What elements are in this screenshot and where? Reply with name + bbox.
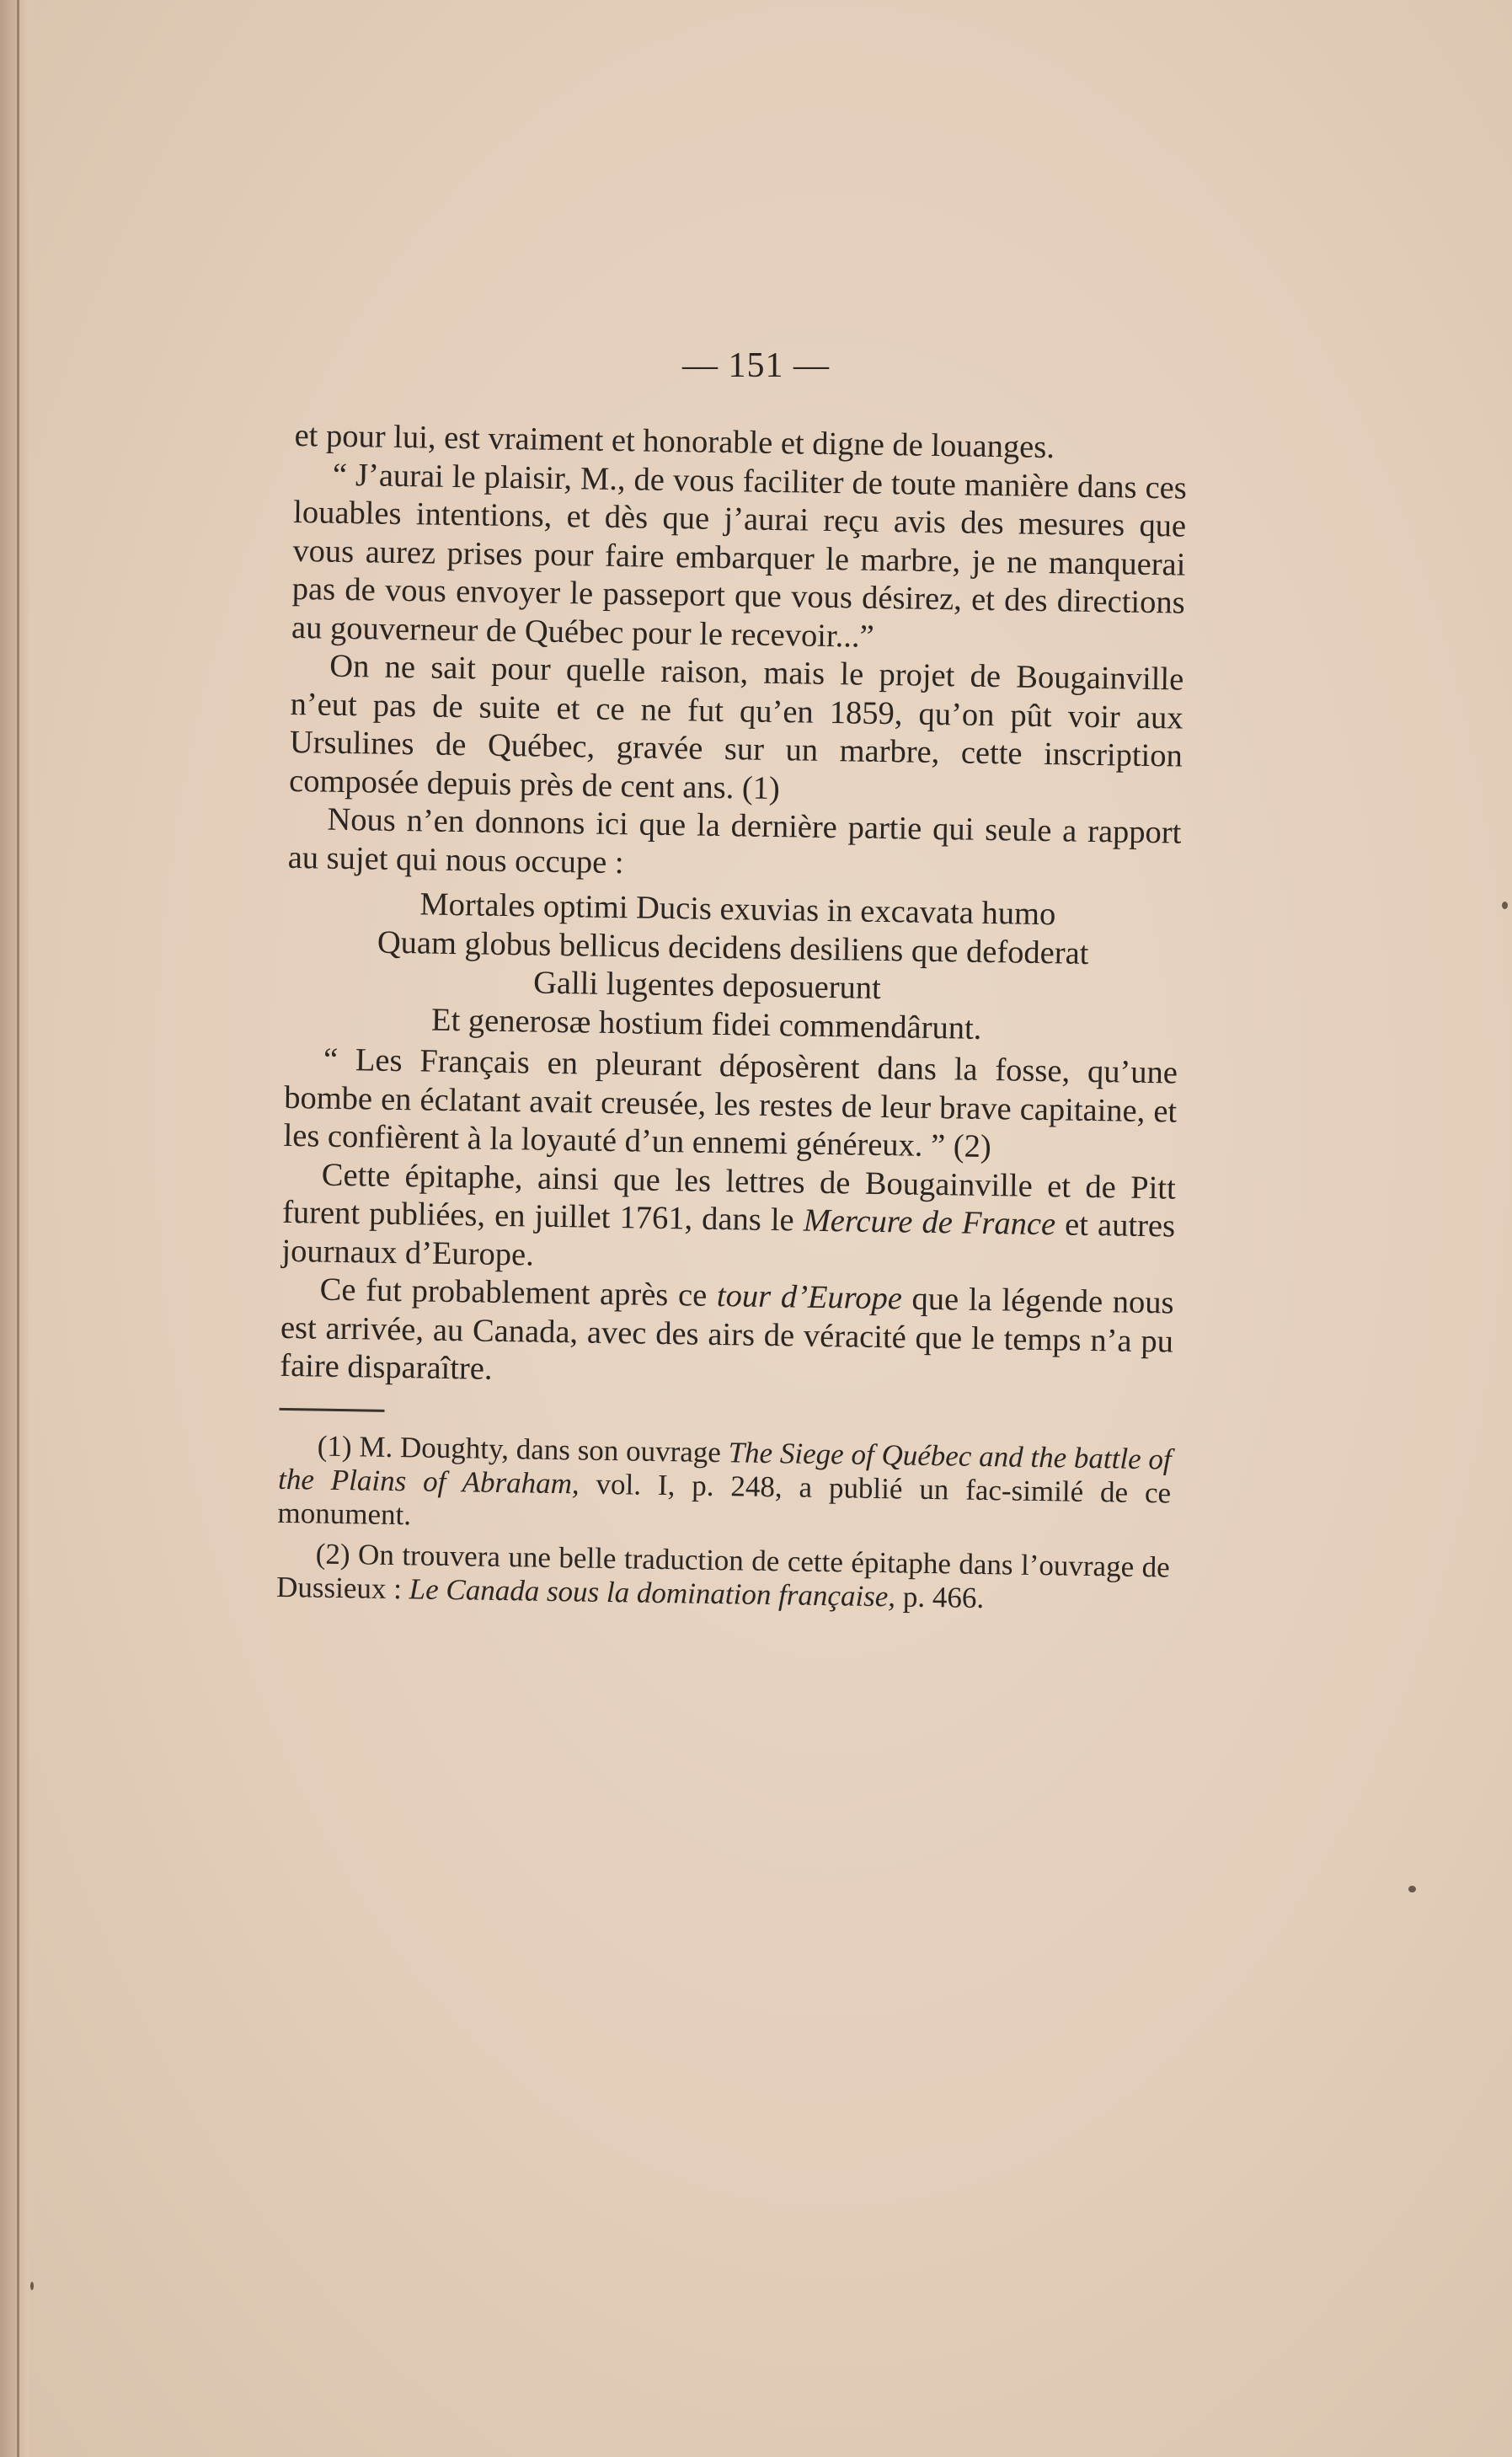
page-number: — 151 — bbox=[682, 346, 830, 385]
journal-title: Mercure de France bbox=[803, 1202, 1056, 1243]
paragraph bbox=[281, 1155, 1176, 1284]
main-text bbox=[276, 417, 1188, 1625]
text-run: et autres journaux d’Europe. bbox=[281, 1207, 1176, 1273]
epitaph-line: Galli lugentes deposuerunt bbox=[532, 965, 882, 1007]
latin-epitaph bbox=[285, 884, 1180, 1052]
text-run: Ce fut probablement après ce bbox=[319, 1271, 718, 1314]
italic-phrase: tour d’Europe bbox=[716, 1278, 903, 1317]
paragraph: Nous n’en donnons ici que la dernière partie qui seule a rapport au sujet qui nous occupe : bbox=[287, 801, 1182, 881]
text-run: (2) On trouvera une belle traduction de cette épitaphe dans l’ouvrage de Dussieux : bbox=[275, 1537, 1171, 1605]
paragraph bbox=[280, 1271, 1174, 1400]
footnote-rule bbox=[279, 1407, 384, 1411]
book-title: Le Canada sous la domination française, bbox=[409, 1571, 896, 1613]
footnote-2 bbox=[276, 1536, 1170, 1618]
paragraph: et pour lui, est vraiment et honorable et digne de louanges. bbox=[294, 417, 1055, 466]
epitaph-line: Quam globus bellicus decidens desiliens que defoderat bbox=[377, 924, 1089, 972]
ink-speck bbox=[1408, 1886, 1416, 1892]
footnotes bbox=[276, 1428, 1172, 1618]
book-title: The Siege of Québec and the battle of the Plains of Abraham, bbox=[277, 1435, 1173, 1500]
text-run: (1) M. Doughty, dans son ouvrage bbox=[317, 1429, 729, 1469]
ink-speck bbox=[1502, 902, 1508, 909]
ink-speck bbox=[30, 2282, 34, 2290]
paragraph: On ne sait pour quelle raison, mais le projet de Bougainville n’eut pas de suite et ce ne fut qu’en 1859, qu’on pût voir aux Ursulines de Québec, gravée sur un marbre, cette inscription composée depuis près de cent ans. (1) bbox=[288, 648, 1184, 806]
text-run: vol. I, p. 248, a publié un fac-similé de ce monument. bbox=[277, 1466, 1172, 1531]
epitaph-line: Mortales optimi Ducis exuvias in excavata humo bbox=[419, 886, 1056, 933]
epitaph-line: Et generosæ hostium fidei commendârunt. bbox=[430, 1002, 982, 1046]
text-run: que la légende nous est arrivée, au Canada, avec des airs de véracité que le temps n’a pu faire disparaître. bbox=[279, 1281, 1174, 1387]
text-run: p. 466. bbox=[895, 1579, 985, 1614]
paragraph-quote-letter: “ J’aurai le plaisir, M., de vous faciliter de toute manière dans ces louables intentions, et dès que j’aurai reçu avis des mesures que vous aurez prises pour faire embarquer le marbre, je ne manquerai pas de vous envoyer le passeport que vous désirez, et des directions au gouverneur de Québec pour le recevoir...” bbox=[291, 457, 1188, 655]
footnote-1 bbox=[277, 1428, 1172, 1544]
text-run: Cette épitaphe, ainsi que les lettres de Bougainville et de Pitt furent publiées, en juillet 1761, dans le bbox=[281, 1157, 1177, 1239]
paragraph-translation: “ Les Français en pleurant déposèrent dans la fosse, qu’une bombe en éclatant avait creusée, les restes de leur brave capitaine, et les confièrent à la loyauté d’un ennemi généreux. ” (2) bbox=[283, 1041, 1178, 1165]
